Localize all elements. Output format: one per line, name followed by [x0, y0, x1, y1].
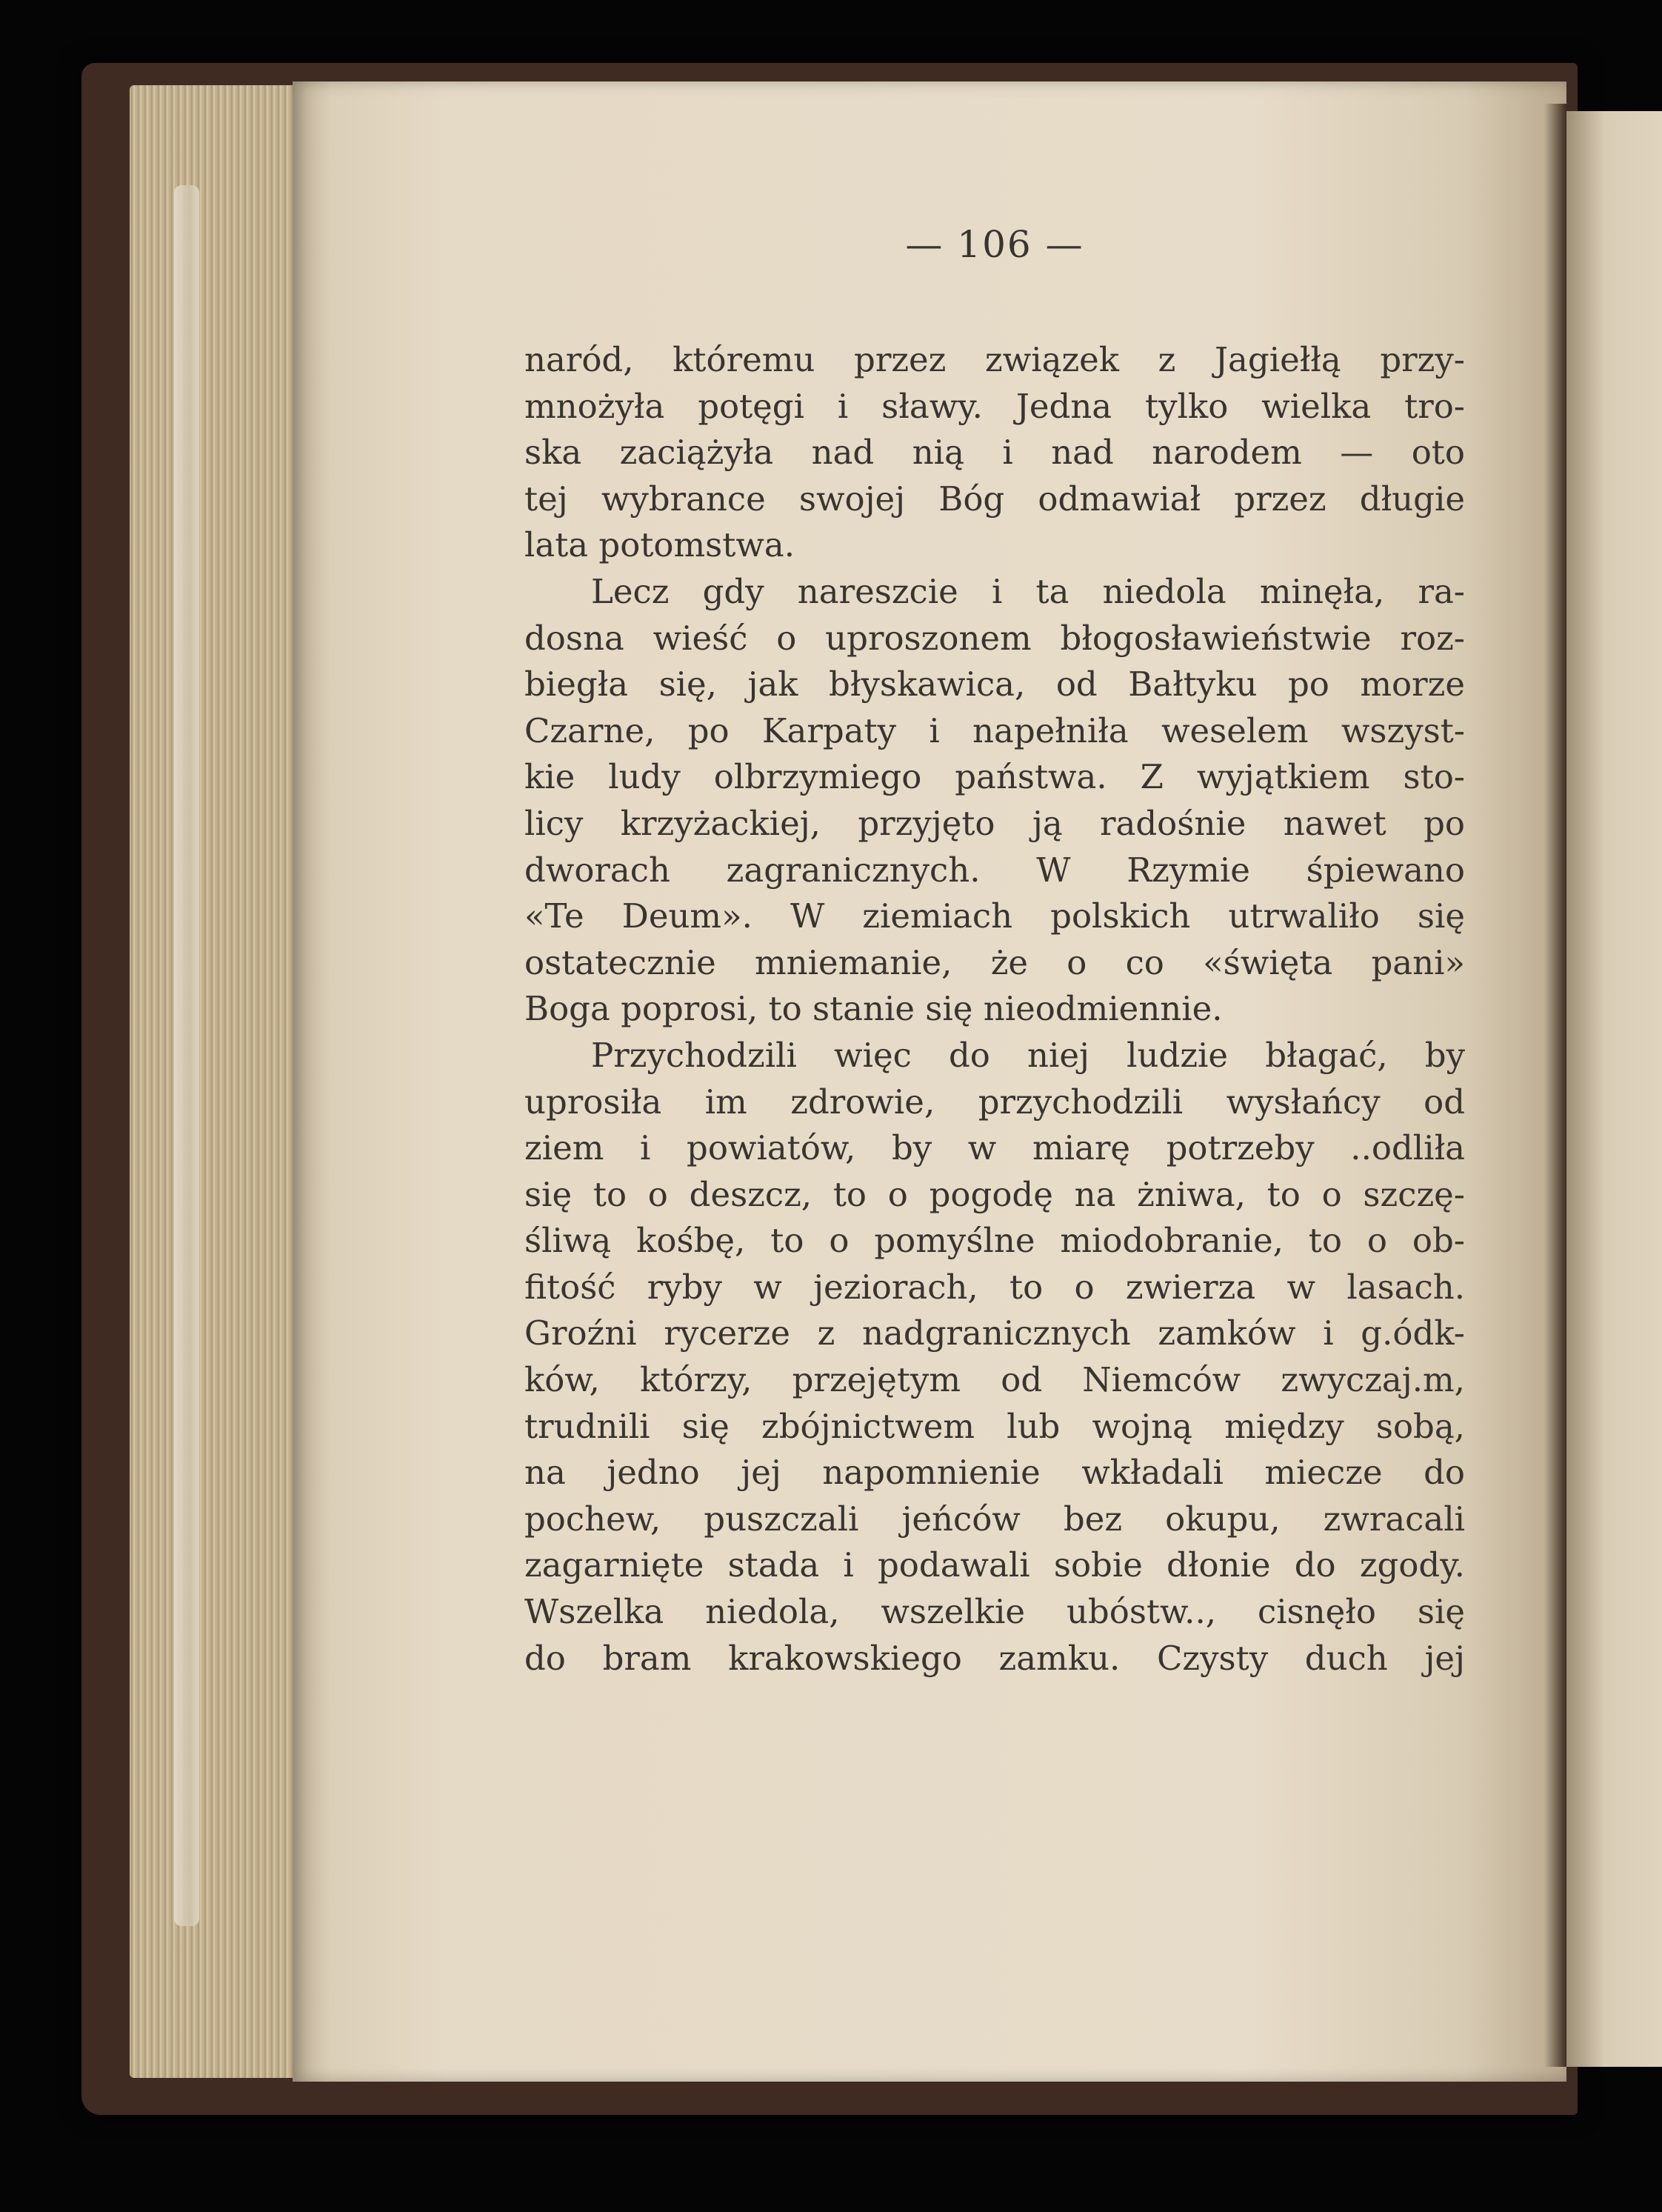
text-line: naród, któremu przez związek z Jagiełłą przy- [524, 340, 1465, 379]
text-line: biegła się, jak błyskawica, od Bałtyku po morze [524, 664, 1465, 704]
text-line: licy krzyżackiej, przyjęto ją radośnie nawet po [524, 803, 1465, 843]
text-line: Wszelka niedola, wszelkie ubóstw.., cisnęło się [524, 1592, 1465, 1632]
text-line: Lecz gdy nareszcie i ta niedola minęła, ra- [591, 571, 1465, 611]
text-line: ostatecznie mniemanie, że o co «święta pani» [524, 942, 1465, 982]
text-line: na jedno jej napomnienie wkładali miecze do [524, 1453, 1465, 1493]
facing-page-edge [1566, 111, 1662, 2067]
text-line: ziem i powiatów, by w miarę potrzeby ..odliła [524, 1128, 1465, 1168]
text-line: ków, którzy, przejętym od Niemców zwyczaj.m, [524, 1360, 1465, 1400]
text-line: dosna wieść o uproszonem błogosławieństwie roz- [524, 618, 1465, 658]
binding-strip [174, 185, 199, 1926]
text-line: Boga poprosi, to stanie się nieodmiennie. [524, 989, 1223, 1029]
text-line: fitość ryby w jeziorach, to o zwierza w lasach. [524, 1267, 1465, 1307]
page-number: — 106 — [905, 223, 1084, 266]
page-text-block [524, 222, 1465, 1682]
text-line: Czarne, po Karpaty i napełniła weselem wszyst- [524, 710, 1465, 750]
text-line: zagarnięte stada i podawali sobie dłonie do zgody. [524, 1545, 1465, 1585]
text-line: śliwą kośbę, to o pomyślne miodobranie, to o ob- [524, 1221, 1465, 1261]
page-edges [130, 85, 300, 2078]
text-line: pochew, puszczali jeńców bez okupu, zwracali [524, 1499, 1465, 1539]
text-line: tej wybrance swojej Bóg odmawiał przez długie [524, 479, 1465, 519]
text-line: ska zaciążyła nad nią i nad narodem — oto [524, 433, 1465, 473]
page-gutter [1544, 104, 1566, 2067]
text-line: kie ludy olbrzymiego państwa. Z wyjątkiem sto- [524, 757, 1465, 797]
text-line: do bram krakowskiego zamku. Czysty duch jej [524, 1638, 1465, 1678]
text-line: «Te Deum». W ziemiach polskich utrwaliło się [524, 896, 1465, 936]
text-line: mnożyła potęgi i sławy. Jedna tylko wielka tro- [524, 386, 1465, 426]
text-line: lata potomstwa. [524, 525, 795, 565]
text-line: Groźni rycerze z nadgranicznych zamków i g.ódk- [524, 1313, 1465, 1353]
text-line: trudnili się zbójnictwem lub wojną między sobą, [524, 1406, 1465, 1446]
text-line: Przychodzili więc do niej ludzie błagać, by [591, 1035, 1465, 1075]
body-text [524, 337, 1465, 1682]
text-line: uprosiła im zdrowie, przychodzili wysłańcy od [524, 1082, 1465, 1122]
text-line: dworach zagranicznych. W Rzymie śpiewano [524, 850, 1465, 890]
text-line: się to o deszcz, to o pogodę na żniwa, to o szczę- [524, 1174, 1465, 1214]
